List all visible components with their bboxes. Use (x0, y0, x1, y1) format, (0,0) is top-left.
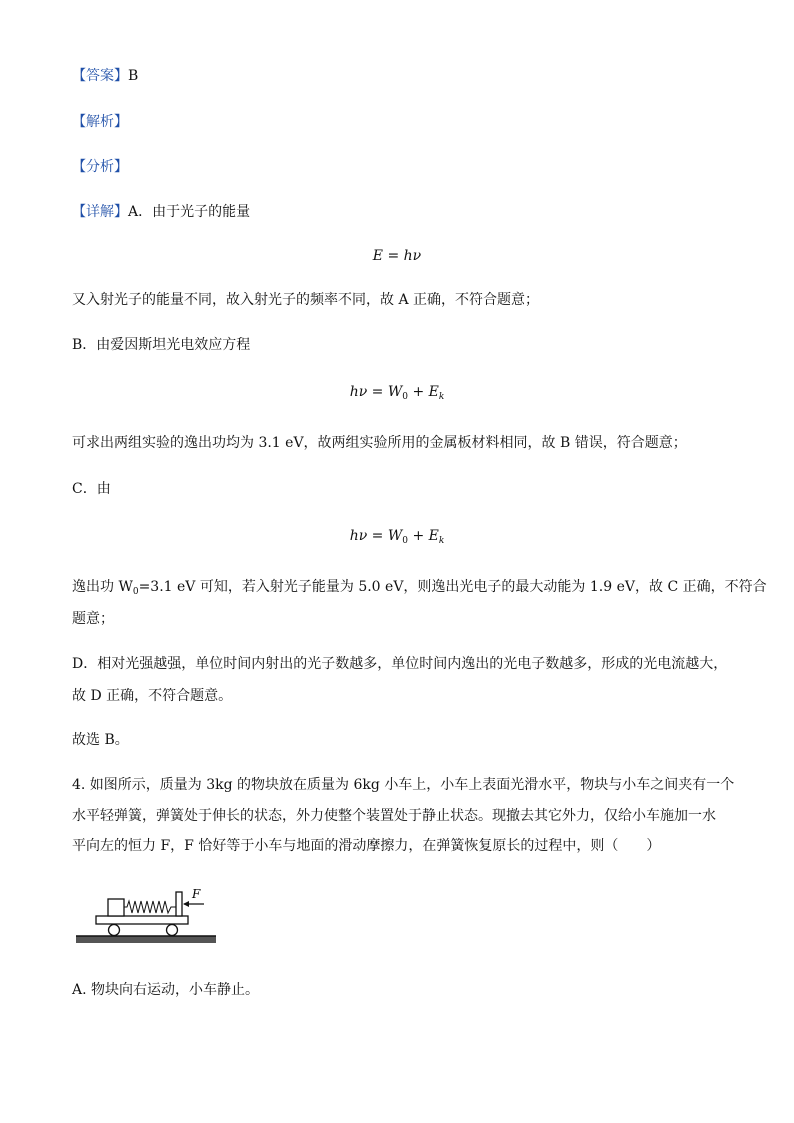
paragraph-a: 又入射光子的能量不同，故入射光子的频率不同，故 A 正确，不符合题意； (72, 292, 540, 308)
equation-photoelectric-2: $h\nu = W_0 + E_k$ (349, 528, 445, 546)
option-a: A. 物块向右运动，小车静止。 (72, 982, 260, 998)
answer-tag: 【答案】 (72, 68, 128, 84)
paragraph-d1: D．相对光强越强，单位时间内射出的光子数越多，单位时间内逸出的光电子数越多，形成的光电流越大， (72, 656, 728, 672)
detail-tag: 【详解】 (72, 204, 128, 220)
question4-line1: 4. 如图所示，质量为 3kg 的物块放在质量为 6kg 小车上，小车上表面光滑水平，物块与小车之间夹有一个 (72, 777, 735, 793)
conclusion: 故选 B。 (72, 732, 129, 748)
equation-photon-energy: E = hν (372, 248, 422, 264)
cart-post (176, 892, 182, 916)
detail-line (72, 202, 250, 222)
detail-text: A．由于光子的能量 (128, 204, 251, 220)
paragraph-c3: 题意； (72, 611, 114, 627)
ground-surface (76, 936, 216, 943)
cart-deck (96, 916, 188, 924)
paragraph-d2: 故 D 正确，不符合题意。 (72, 688, 233, 704)
paragraph-b2: 可求出两组实验的逸出功均为 3.1 eV，故两组实验所用的金属板材料相同，故 B 错误，符合题意； (72, 435, 687, 451)
wheel-left (109, 925, 120, 936)
block (108, 899, 124, 916)
equation-photoelectric-1: $h\nu = W_0 + E_k$ (349, 384, 445, 402)
force-label: F (192, 887, 201, 901)
paragraph-c2: 逸出功 $W_0=3.1$ eV 可知，若入射光子能量为 5.0 eV，则逸出光电子的最大动能为 1.9 eV，故 C 正确，不符合 (72, 579, 767, 597)
question4-line3: 平向左的恒力 F，F 恰好等于小车与地面的滑动摩擦力，在弹簧恢复原长的过程中，则（ ） (72, 838, 661, 854)
paragraph-c: C．由 (72, 481, 111, 497)
spring (124, 901, 176, 913)
question4-line2: 水平轻弹簧，弹簧处于伸长的状态，外力使整个装置处于静止状态。现撤去其它外力，仅给小车施加一水 (72, 808, 716, 824)
answer-value: B (128, 68, 139, 84)
paragraph-b: B．由爱因斯坦光电效应方程 (72, 337, 251, 353)
force-arrowhead (183, 901, 189, 907)
analysis-tag: 【解析】 (72, 114, 128, 130)
fenxi-tag: 【分析】 (72, 159, 128, 175)
cart-spring-figure (72, 880, 222, 950)
answer-line (72, 66, 138, 86)
wheel-right (167, 925, 178, 936)
